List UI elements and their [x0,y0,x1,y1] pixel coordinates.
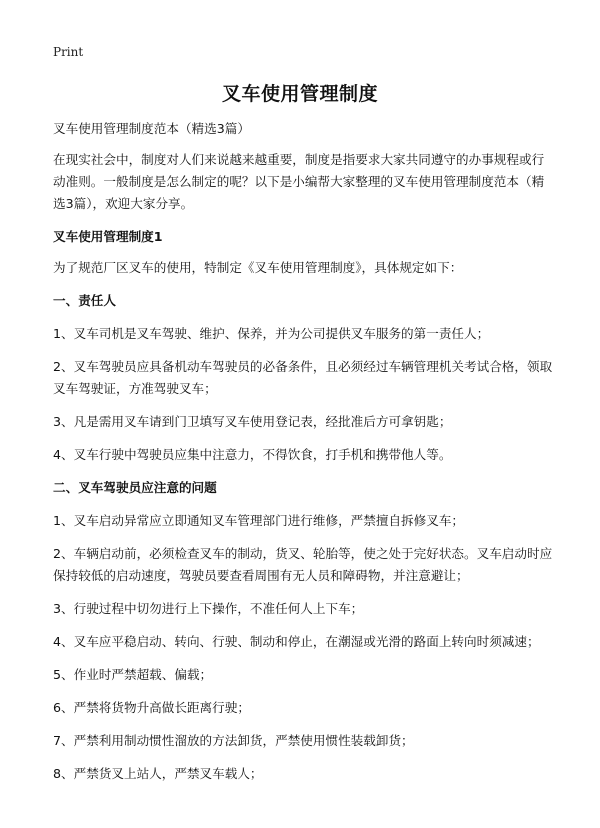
print-link[interactable]: Print [53,45,84,59]
list-item: 4、叉车行驶中驾驶员应集中注意力，不得饮食，打手机和携带他人等。 [53,447,452,462]
list-item: 8、严禁货叉上站人，严禁叉车载人； [53,766,263,781]
purpose-paragraph: 为了规范厂区叉车的使用，特制定《叉车使用管理制度》，具体规定如下： [53,260,463,275]
section-title: 叉车使用管理制度1 [53,229,163,244]
intro-paragraph: 在现实社会中，制度对人们来说越来越重要，制度是指要求大家共同遵守的办事规程或行动准则。一般制度是怎么制定的呢？以下是小编帮大家整理的叉车使用管理制度范本（精选3篇），欢迎大家分享。 [53,152,545,211]
document-subtitle: 叉车使用管理制度范本（精选3篇） [53,121,250,136]
list-item: 7、严禁利用制动惯性溜放的方法卸货，严禁使用惯性装载卸货； [53,733,414,748]
list-item: 1、叉车司机是叉车驾驶、维护、保养，并为公司提供叉车服务的第一责任人； [53,326,490,341]
part-heading-driver-notes: 二、叉车驾驶员应注意的问题 [53,480,217,495]
part-heading-responsible-person: 一、责任人 [53,293,116,308]
document-body [53,118,553,796]
list-item: 3、行驶过程中切勿进行上下操作，不准任何人上下车； [53,601,364,616]
list-item: 1、叉车启动异常应立即通知叉车管理部门进行维修，严禁擅自拆修叉车； [53,513,465,528]
page-title: 叉车使用管理制度 [221,83,378,105]
list-item: 3、凡是需用叉车请到门卫填写叉车使用登记表，经批准后方可拿钥匙； [53,414,452,429]
list-item: 5、作业时严禁超载、偏载； [53,667,213,682]
list-item: 4、叉车应平稳启动、转向、行驶、制动和停止，在潮湿或光滑的路面上转向时须减速； [53,634,540,649]
list-item: 2、叉车驾驶员应具备机动车驾驶员的必备条件，且必须经过车辆管理机关考试合格，领取叉车驾驶证，方准驾驶叉车； [53,359,553,396]
list-item: 6、严禁将货物升高做长距离行驶； [53,700,250,715]
list-item: 2、车辆启动前，必须检查叉车的制动，货叉、轮胎等，使之处于完好状态。叉车启动时应保持较低的启动速度，驾驶员要查看周围有无人员和障碍物，并注意避让； [53,546,553,583]
